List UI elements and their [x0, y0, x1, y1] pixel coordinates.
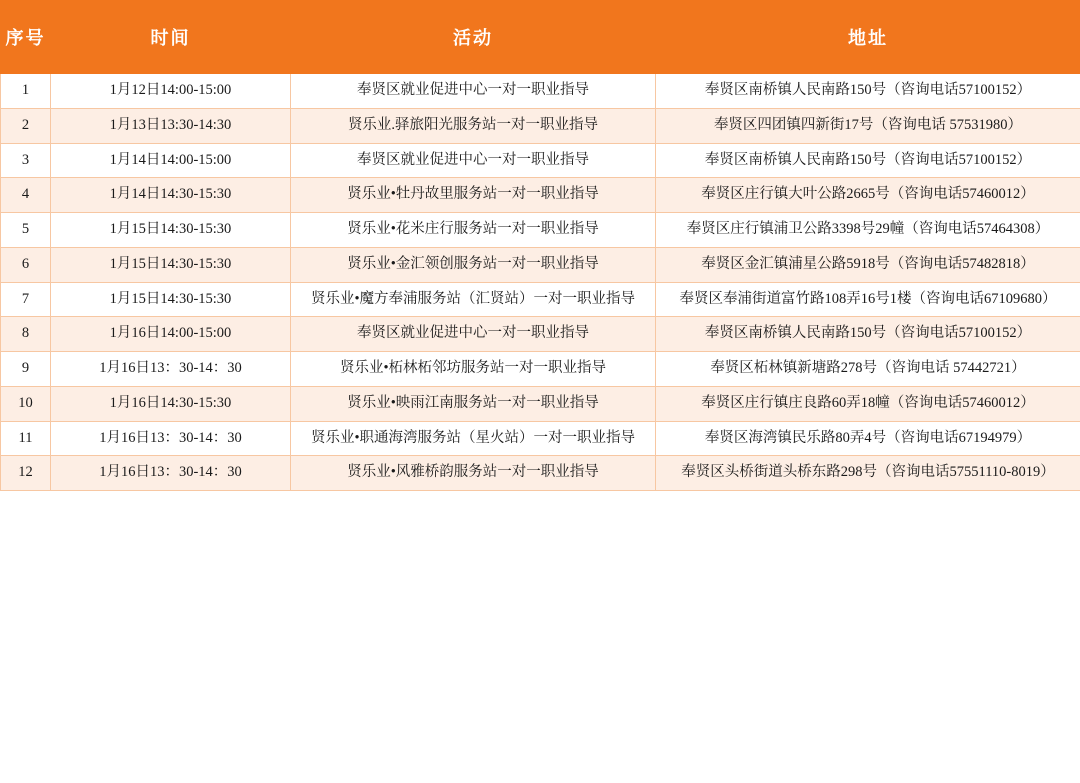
table-row — [1, 108, 1080, 143]
cell-address: 奉贤区庄行镇大叶公路2665号（咨询电话57460012） — [656, 178, 1080, 213]
cell-time: 1月14日14:30-15:30 — [51, 178, 291, 213]
cell-time: 1月15日14:30-15:30 — [51, 213, 291, 248]
cell-address: 奉贤区头桥街道头桥东路298号（咨询电话57551110-8019） — [656, 456, 1080, 491]
cell-address: 奉贤区庄行镇浦卫公路3398号29幢（咨询电话57464308） — [656, 213, 1080, 248]
cell-time: 1月16日14:30-15:30 — [51, 386, 291, 421]
table-row — [1, 352, 1080, 387]
cell-time: 1月16日14:00-15:00 — [51, 317, 291, 352]
cell-activity: 贤乐业•金汇领创服务站一对一职业指导 — [291, 247, 656, 282]
table-row — [1, 282, 1080, 317]
cell-activity: 贤乐业•花米庄行服务站一对一职业指导 — [291, 213, 656, 248]
cell-seq: 9 — [1, 352, 51, 387]
cell-activity: 贤乐业•牡丹故里服务站一对一职业指导 — [291, 178, 656, 213]
column-header-activity: 活动 — [291, 1, 656, 74]
table-header — [1, 1, 1080, 74]
table-row — [1, 213, 1080, 248]
cell-activity: 奉贤区就业促进中心一对一职业指导 — [291, 74, 656, 109]
cell-address: 奉贤区庄行镇庄良路60弄18幢（咨询电话57460012） — [656, 386, 1080, 421]
cell-address: 奉贤区奉浦街道富竹路108弄16号1楼（咨询电话67109680） — [656, 282, 1080, 317]
table-row — [1, 386, 1080, 421]
cell-address: 奉贤区柘林镇新塘路278号（咨询电话 57442721） — [656, 352, 1080, 387]
cell-address: 奉贤区南桥镇人民南路150号（咨询电话57100152） — [656, 143, 1080, 178]
cell-seq: 12 — [1, 456, 51, 491]
cell-time: 1月16日13：30-14：30 — [51, 352, 291, 387]
cell-activity: 奉贤区就业促进中心一对一职业指导 — [291, 317, 656, 352]
cell-seq: 11 — [1, 421, 51, 456]
cell-seq: 6 — [1, 247, 51, 282]
table-body — [1, 74, 1080, 491]
table-row — [1, 247, 1080, 282]
cell-time: 1月15日14:30-15:30 — [51, 282, 291, 317]
cell-seq: 4 — [1, 178, 51, 213]
cell-address: 奉贤区南桥镇人民南路150号（咨询电话57100152） — [656, 74, 1080, 109]
cell-activity: 奉贤区就业促进中心一对一职业指导 — [291, 143, 656, 178]
table-row — [1, 421, 1080, 456]
cell-seq: 8 — [1, 317, 51, 352]
column-header-seq: 序号 — [1, 1, 51, 74]
cell-time: 1月12日14:00-15:00 — [51, 74, 291, 109]
table-row — [1, 317, 1080, 352]
cell-activity: 贤乐业.驿旅阳光服务站一对一职业指导 — [291, 108, 656, 143]
table-row — [1, 143, 1080, 178]
cell-activity: 贤乐业•风雅桥韵服务站一对一职业指导 — [291, 456, 656, 491]
cell-time: 1月14日14:00-15:00 — [51, 143, 291, 178]
cell-time: 1月16日13：30-14：30 — [51, 421, 291, 456]
column-header-time: 时间 — [51, 1, 291, 74]
cell-activity: 贤乐业•柘林柘邻坊服务站一对一职业指导 — [291, 352, 656, 387]
cell-seq: 1 — [1, 74, 51, 109]
cell-address: 奉贤区南桥镇人民南路150号（咨询电话57100152） — [656, 317, 1080, 352]
table-header-row — [1, 1, 1080, 74]
cell-seq: 3 — [1, 143, 51, 178]
cell-seq: 5 — [1, 213, 51, 248]
table-row — [1, 74, 1080, 109]
cell-time: 1月13日13:30-14:30 — [51, 108, 291, 143]
cell-time: 1月15日14:30-15:30 — [51, 247, 291, 282]
cell-seq: 7 — [1, 282, 51, 317]
cell-time: 1月16日13：30-14：30 — [51, 456, 291, 491]
cell-seq: 10 — [1, 386, 51, 421]
cell-address: 奉贤区四团镇四新街17号（咨询电话 57531980） — [656, 108, 1080, 143]
cell-address: 奉贤区海湾镇民乐路80弄4号（咨询电话67194979） — [656, 421, 1080, 456]
cell-activity: 贤乐业•魔方奉浦服务站（汇贤站）一对一职业指导 — [291, 282, 656, 317]
cell-address: 奉贤区金汇镇浦星公路5918号（咨询电话57482818） — [656, 247, 1080, 282]
table-row — [1, 178, 1080, 213]
cell-activity: 贤乐业•映雨江南服务站一对一职业指导 — [291, 386, 656, 421]
cell-seq: 2 — [1, 108, 51, 143]
cell-activity: 贤乐业•职通海湾服务站（星火站）一对一职业指导 — [291, 421, 656, 456]
table-row — [1, 456, 1080, 491]
column-header-address: 地址 — [656, 1, 1080, 74]
